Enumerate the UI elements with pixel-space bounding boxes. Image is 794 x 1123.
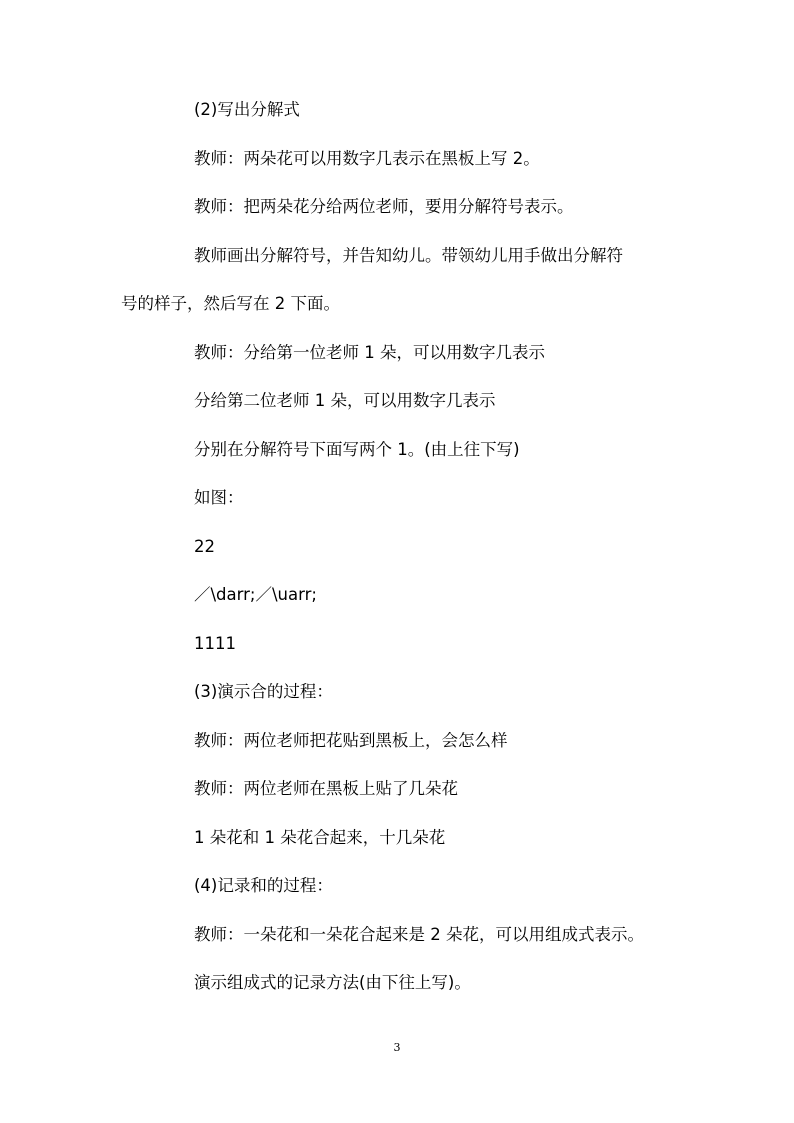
diagram-line: 22 xyxy=(194,537,215,556)
paragraph-line: 1 朵花和 1 朵花合起来，十几朵花 xyxy=(194,828,446,847)
paragraph-line: 教师：两位老师把花贴到黑板上，会怎么样 xyxy=(194,731,508,750)
paragraph-line: 教师：一朵花和一朵花合起来是 2 朵花，可以用组成式表示。 xyxy=(194,925,644,944)
paragraph-line: 教师：把两朵花分给两位老师，要用分解符号表示。 xyxy=(194,197,574,216)
section-heading-record: (4)记录和的过程： xyxy=(194,876,333,895)
section-heading-decompose: (2)写出分解式 xyxy=(194,100,300,119)
paragraph-line: 教师画出分解符号，并告知幼儿。带领幼儿用手做出分解符 xyxy=(194,246,623,265)
diagram-line: 1111 xyxy=(194,634,236,653)
paragraph-line: 教师：分给第一位老师 1 朵，可以用数字几表示 xyxy=(194,343,545,362)
page-number: 3 xyxy=(393,1041,401,1054)
diagram-line: ／\darr;／\uarr; xyxy=(194,585,317,604)
paragraph-line: 演示组成式的记录方法(由下往上写)。 xyxy=(194,973,471,992)
paragraph-line: 如图： xyxy=(194,488,244,507)
paragraph-line: 号的样子，然后写在 2 下面。 xyxy=(121,294,340,313)
paragraph-line: 教师：两位老师在黑板上贴了几朵花 xyxy=(194,779,458,798)
section-heading-combine: (3)演示合的过程： xyxy=(194,682,333,701)
paragraph-line: 分别在分解符号下面写两个 1。(由上往下写) xyxy=(194,440,520,459)
paragraph-line: 教师：两朵花可以用数字几表示在黑板上写 2。 xyxy=(194,149,540,168)
paragraph-line: 分给第二位老师 1 朵，可以用数字几表示 xyxy=(194,391,496,410)
